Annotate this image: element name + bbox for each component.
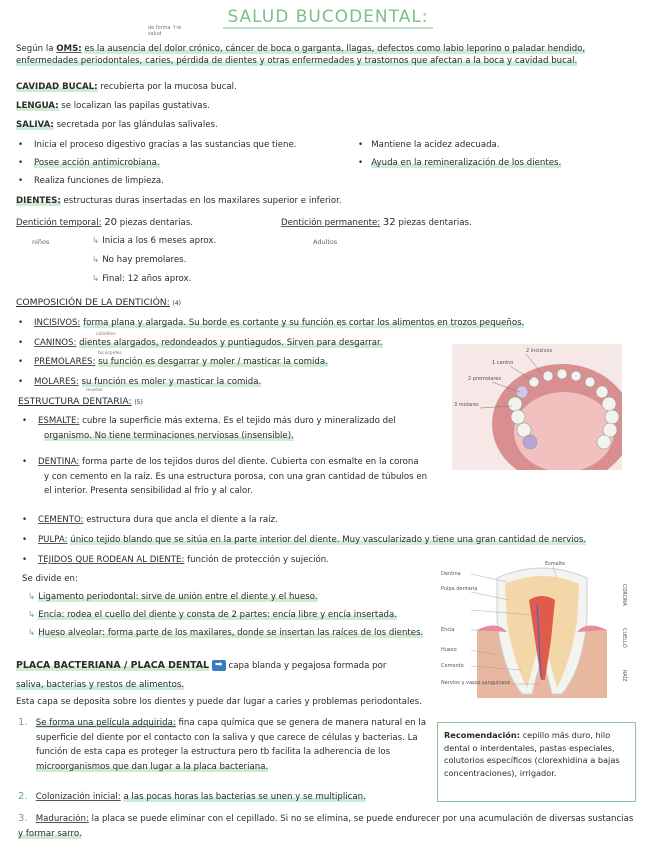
list-item: muelas • MOLARES: su función es moler y masticar la comida. xyxy=(18,376,262,393)
jaw-svg xyxy=(452,344,622,470)
list-item: • Mantiene la acidez adecuada. xyxy=(358,140,500,150)
list-item: • Realiza funciones de limpieza. xyxy=(18,176,164,186)
placa-step-3 xyxy=(18,812,648,840)
esmalte-line2 xyxy=(22,431,442,443)
title-text: SALUD BUCODENTAL: xyxy=(223,7,432,29)
cavidad-text: recubierta por la mucosa bucal. xyxy=(100,82,237,92)
list-item: • Posee acción antimicrobiana. xyxy=(18,158,160,168)
tooth-label: RAÍZ xyxy=(621,670,627,682)
pulpa-item: • PULPA: único tejido blando que se sitúa en la parte interior del diente. Muy vascularizado y tiene una gran cantidad de nervios. xyxy=(22,535,587,545)
cemento-label: CEMENTO: xyxy=(38,515,84,525)
oms-label: OMS: xyxy=(56,44,82,54)
list-item: ↳ Inicia a los 6 meses aprox. xyxy=(92,236,217,246)
tooth-label: Cemento xyxy=(441,663,464,669)
item-text: su función es desgarrar y moler / masticar la comida. xyxy=(98,357,328,367)
esmalte-item xyxy=(22,416,442,442)
list-item: ↳ Final: 12 años aprox. xyxy=(92,274,192,284)
permanente-count: 32 xyxy=(382,217,396,228)
item-label: MOLARES: xyxy=(34,376,79,387)
step-line-row xyxy=(18,733,432,745)
permanente-side-note: Adultos xyxy=(313,238,338,246)
esmalte-line1: • ESMALTE: cubre la superficie más externa. Es el tejido más duro y mineralizado del xyxy=(22,416,396,426)
jaw-label: 2 premolares xyxy=(468,376,501,382)
cavidad-line xyxy=(16,82,237,94)
tejidos-list xyxy=(28,592,438,646)
list-item-text: Mantiene la acidez adecuada. xyxy=(371,140,500,150)
pulpa-text: único tejido blando que se sitúa en la parte interior del diente. Muy vascularizado y tiene una gran cantidad de nervios. xyxy=(70,535,587,545)
placa-step-1 xyxy=(18,716,432,773)
dentina-line1: • DENTINA: forma parte de los tejidos duros del diente. Cubierta con esmalte en la corona xyxy=(22,457,419,467)
tooth-label: Nervios y vasos sanguíneos xyxy=(441,680,511,686)
dentina-line3 xyxy=(22,486,442,498)
temporal-list xyxy=(92,236,216,293)
composicion-heading xyxy=(16,297,181,310)
recomendacion-label: Recomendación: xyxy=(444,730,521,740)
item-text: forma plana y alargada. Su borde es cortante y su función es cortar los alimentos en trozos pequeños. xyxy=(83,318,525,328)
step-line: y formar sarro. xyxy=(18,828,82,839)
saliva-text: secretada por las glándulas salivales. xyxy=(56,120,218,130)
list-item-text: Inicia el proceso digestivo gracias a las sustancias que tiene. xyxy=(34,140,297,150)
estructura-tag: (5) xyxy=(134,399,143,406)
placa-step-2 xyxy=(18,790,366,804)
recomendacion-box xyxy=(437,722,636,802)
saliva-left-list xyxy=(18,140,297,194)
esmalte-label: ESMALTE: xyxy=(38,416,80,426)
estructura-title: ESTRUCTURA DENTARIA: xyxy=(18,396,132,407)
cemento-item: • CEMENTO: estructura dura que ancla el diente a la raíz. xyxy=(22,515,278,525)
lengua-line xyxy=(16,101,210,113)
list-item-text: Posee acción antimicrobiana. xyxy=(34,158,160,168)
step-label: Maduración: xyxy=(35,814,89,824)
list-item-text: Final: 12 años aprox. xyxy=(102,274,192,284)
list-item: ↳ Ligamento periodontal: sirve de unión entre el diente y el hueso. xyxy=(28,592,318,602)
tooth-label: Dentina xyxy=(441,571,461,577)
step-line: microorganismos que dan lugar a la placa bacteriana. xyxy=(36,761,269,772)
temporal-label: Dentición temporal: xyxy=(16,218,102,228)
step-number: 1. xyxy=(18,717,28,728)
recomendacion-text: cepillo más duro, hilo dental o interdentales, pastas especiales, colutorios específicos (clorexhidina a bajas concentraciones), irrigador. xyxy=(444,730,620,779)
step-line: fina capa química que se genera de manera natural en la xyxy=(178,718,426,728)
list-item: • Ayuda en la remineralización de los dientes. xyxy=(358,158,562,168)
list-item-text: Realiza funciones de limpieza. xyxy=(34,176,164,186)
step-number: 3. xyxy=(18,813,28,824)
temporal-count: 20 xyxy=(104,217,117,228)
item-text: su función es moler y masticar la comida. xyxy=(81,376,262,387)
dentina-text3: el interior. Presenta sensibilidad al frío y al calor. xyxy=(44,486,253,497)
top-note: de forma ↑re salud xyxy=(148,25,182,37)
tooth-label: Esmalte xyxy=(545,561,566,567)
composicion-tag: (4) xyxy=(172,300,182,307)
placa-text2: saliva, bacterias y restos de alimentos. xyxy=(16,680,185,690)
list-item: bicúspides • PREMOLARES: su función es desgarrar y moler / masticar la comida. xyxy=(18,351,328,367)
permanente-label: Dentición permanente: xyxy=(281,218,381,228)
item-tag: bicúspides xyxy=(98,351,122,356)
jaw-illustration xyxy=(452,344,622,470)
step-line-row xyxy=(18,829,648,841)
list-item: ↳ Encía: rodea el cuello del diente y consta de 2 partes: encía libre y encía insertada. xyxy=(28,610,397,620)
tooth-label: CUELLO xyxy=(621,628,627,648)
dientes-text: estructuras duras insertadas en los maxilares superior e inferior. xyxy=(63,196,342,206)
item-tag: colmillos xyxy=(96,331,116,337)
tooth-label: Hueso xyxy=(441,647,457,653)
step-label: Colonización inicial: xyxy=(35,792,121,802)
item-label: PREMOLARES: xyxy=(34,357,96,367)
estructura-heading xyxy=(18,396,143,409)
esmalte-text2: organismo. No tiene terminaciones nerviosas (insensible). xyxy=(44,430,294,441)
tejidos-divide: Se divide en: xyxy=(22,574,78,584)
composicion-title: COMPOSICIÓN DE LA DENTICIÓN: xyxy=(16,297,170,308)
list-item: colmillos • CANINOS: dientes alargados, redondeados y puntiagudos. Sirven para desgarrar. xyxy=(18,331,383,348)
dientes-line xyxy=(16,196,342,208)
list-item-text: Inicia a los 6 meses aprox. xyxy=(102,236,217,246)
item-text: dientes alargados, redondeados y puntiagudos. Sirven para desgarrar. xyxy=(79,337,383,348)
placa-text1: capa blanda y pegajosa formada por xyxy=(228,661,387,671)
list-item: • INCISIVOS: forma plana y alargada. Su borde es cortante y su función es cortar los alimentos en trozos pequeños. xyxy=(18,318,525,328)
tooth-illustration xyxy=(437,560,633,698)
temporal-text: piezas dentarias. xyxy=(119,218,194,228)
intro-text: es la ausencia del dolor crónico, cáncer de boca o garganta, llagas, defectos como labio leporino o paladar hendido, enfermedades periodontales, caries, pérdida de dientes y otras enfermedades y trastornos que afectan a la boca y cavidad bucal. xyxy=(16,44,586,66)
step-line: a las pocas horas las bacterias se unen y se multiplican. xyxy=(123,792,366,802)
tooth-label: CORONA xyxy=(621,584,627,606)
step-line: la placa se puede eliminar con el cepillado. Si no se elimina, se puede endurecer por una acumulación de diversas sustancias xyxy=(91,814,634,824)
list-item-text: No hay premolares. xyxy=(102,255,187,265)
list-item-text: Hueso alveolar: forma parte de los maxilares, donde se insertan las raíces de los dientes. xyxy=(38,628,424,638)
tooth-label: Encía xyxy=(441,627,455,633)
jaw-label: 1 canino xyxy=(492,360,514,366)
saliva-label: SALIVA: xyxy=(16,120,54,130)
dentina-label: DENTINA: xyxy=(38,457,80,467)
step-number: 2. xyxy=(18,791,28,802)
list-item-text: Ligamento periodontal: sirve de unión entre el diente y el hueso. xyxy=(38,592,318,602)
cavidad-label: CAVIDAD BUCAL: xyxy=(16,82,98,92)
dentina-text2: y con cemento en la raíz. Es una estructura porosa, con una gran cantidad de túbulos en xyxy=(44,471,428,482)
pulpa-label: PULPA: xyxy=(38,535,68,545)
dentina-item xyxy=(22,457,442,498)
item-label: CANINOS: xyxy=(34,337,77,348)
list-item: • Inicia el proceso digestivo gracias a las sustancias que tiene. xyxy=(18,140,297,150)
lengua-label: LENGUA: xyxy=(16,101,59,111)
step-label: Se forma una película adquirida: xyxy=(35,718,176,728)
list-item: ↳ No hay premolares. xyxy=(92,255,187,265)
tejidos-item: • TEJIDOS QUE RODEAN AL DIENTE: función de protección y sujeción. xyxy=(22,555,329,565)
tejidos-text: función de protección y sujeción. xyxy=(187,555,329,565)
intro-paragraph xyxy=(16,44,641,67)
placa-line2 xyxy=(16,680,184,692)
esmalte-text1: cubre la superficie más externa. Es el tejido más duro y mineralizado del xyxy=(82,416,396,426)
saliva-right-list xyxy=(358,140,561,176)
dentina-line2 xyxy=(22,472,442,484)
placa-line3 xyxy=(16,697,436,709)
item-label: INCISIVOS: xyxy=(34,318,81,328)
placa-text3: Esta capa se deposita sobre los dientes y puede dar lugar a caries y problemas periodontales. xyxy=(16,697,422,707)
item-tag: muelas xyxy=(86,387,103,393)
jaw-label: 2 incisivos xyxy=(526,348,553,354)
saliva-line xyxy=(16,120,218,132)
tooth-svg xyxy=(437,560,633,698)
jaw-label: 3 molares xyxy=(454,402,479,408)
temporal-side-note: niños xyxy=(32,238,50,246)
lengua-text: se localizan las papilas gustativas. xyxy=(61,101,210,111)
step-line: función de esta capa es proteger la estructura pero tb facilita la adherencia de los xyxy=(36,747,391,758)
list-item: ↳ Hueso alveolar: forma parte de los maxilares, donde se insertan las raíces de los dientes. xyxy=(28,628,424,638)
list-item-text: Encía: rodea el cuello del diente y consta de 2 partes: encía libre y encía insertada. xyxy=(38,610,397,620)
page-title xyxy=(0,6,656,29)
permanente-text: piezas dentarias. xyxy=(398,218,472,228)
tooth-label: Pulpa dentaria xyxy=(441,586,478,592)
list-item-text: Ayuda en la remineralización de los dientes. xyxy=(371,158,562,168)
dentina-text1: forma parte de los tejidos duros del diente. Cubierta con esmalte en la corona xyxy=(82,457,419,467)
step-line-row xyxy=(18,762,432,774)
placa-label: PLACA BACTERIANA / PLACA DENTAL xyxy=(16,660,210,671)
step-line-row xyxy=(18,747,432,759)
placa-line xyxy=(16,660,436,673)
cemento-text: estructura dura que ancla el diente a la raíz. xyxy=(86,515,278,525)
tejidos-label: TEJIDOS QUE RODEAN AL DIENTE: xyxy=(38,555,185,565)
arrow-right-icon: ➡ xyxy=(212,660,226,671)
intro-lead: Según la xyxy=(16,44,54,54)
step-line: superficie del diente por el contacto con la saliva y que carece de células y bacterias. La xyxy=(36,732,418,743)
denticion-permanente xyxy=(281,216,472,230)
denticion-temporal xyxy=(16,216,193,230)
dientes-label: DIENTES: xyxy=(16,196,61,206)
